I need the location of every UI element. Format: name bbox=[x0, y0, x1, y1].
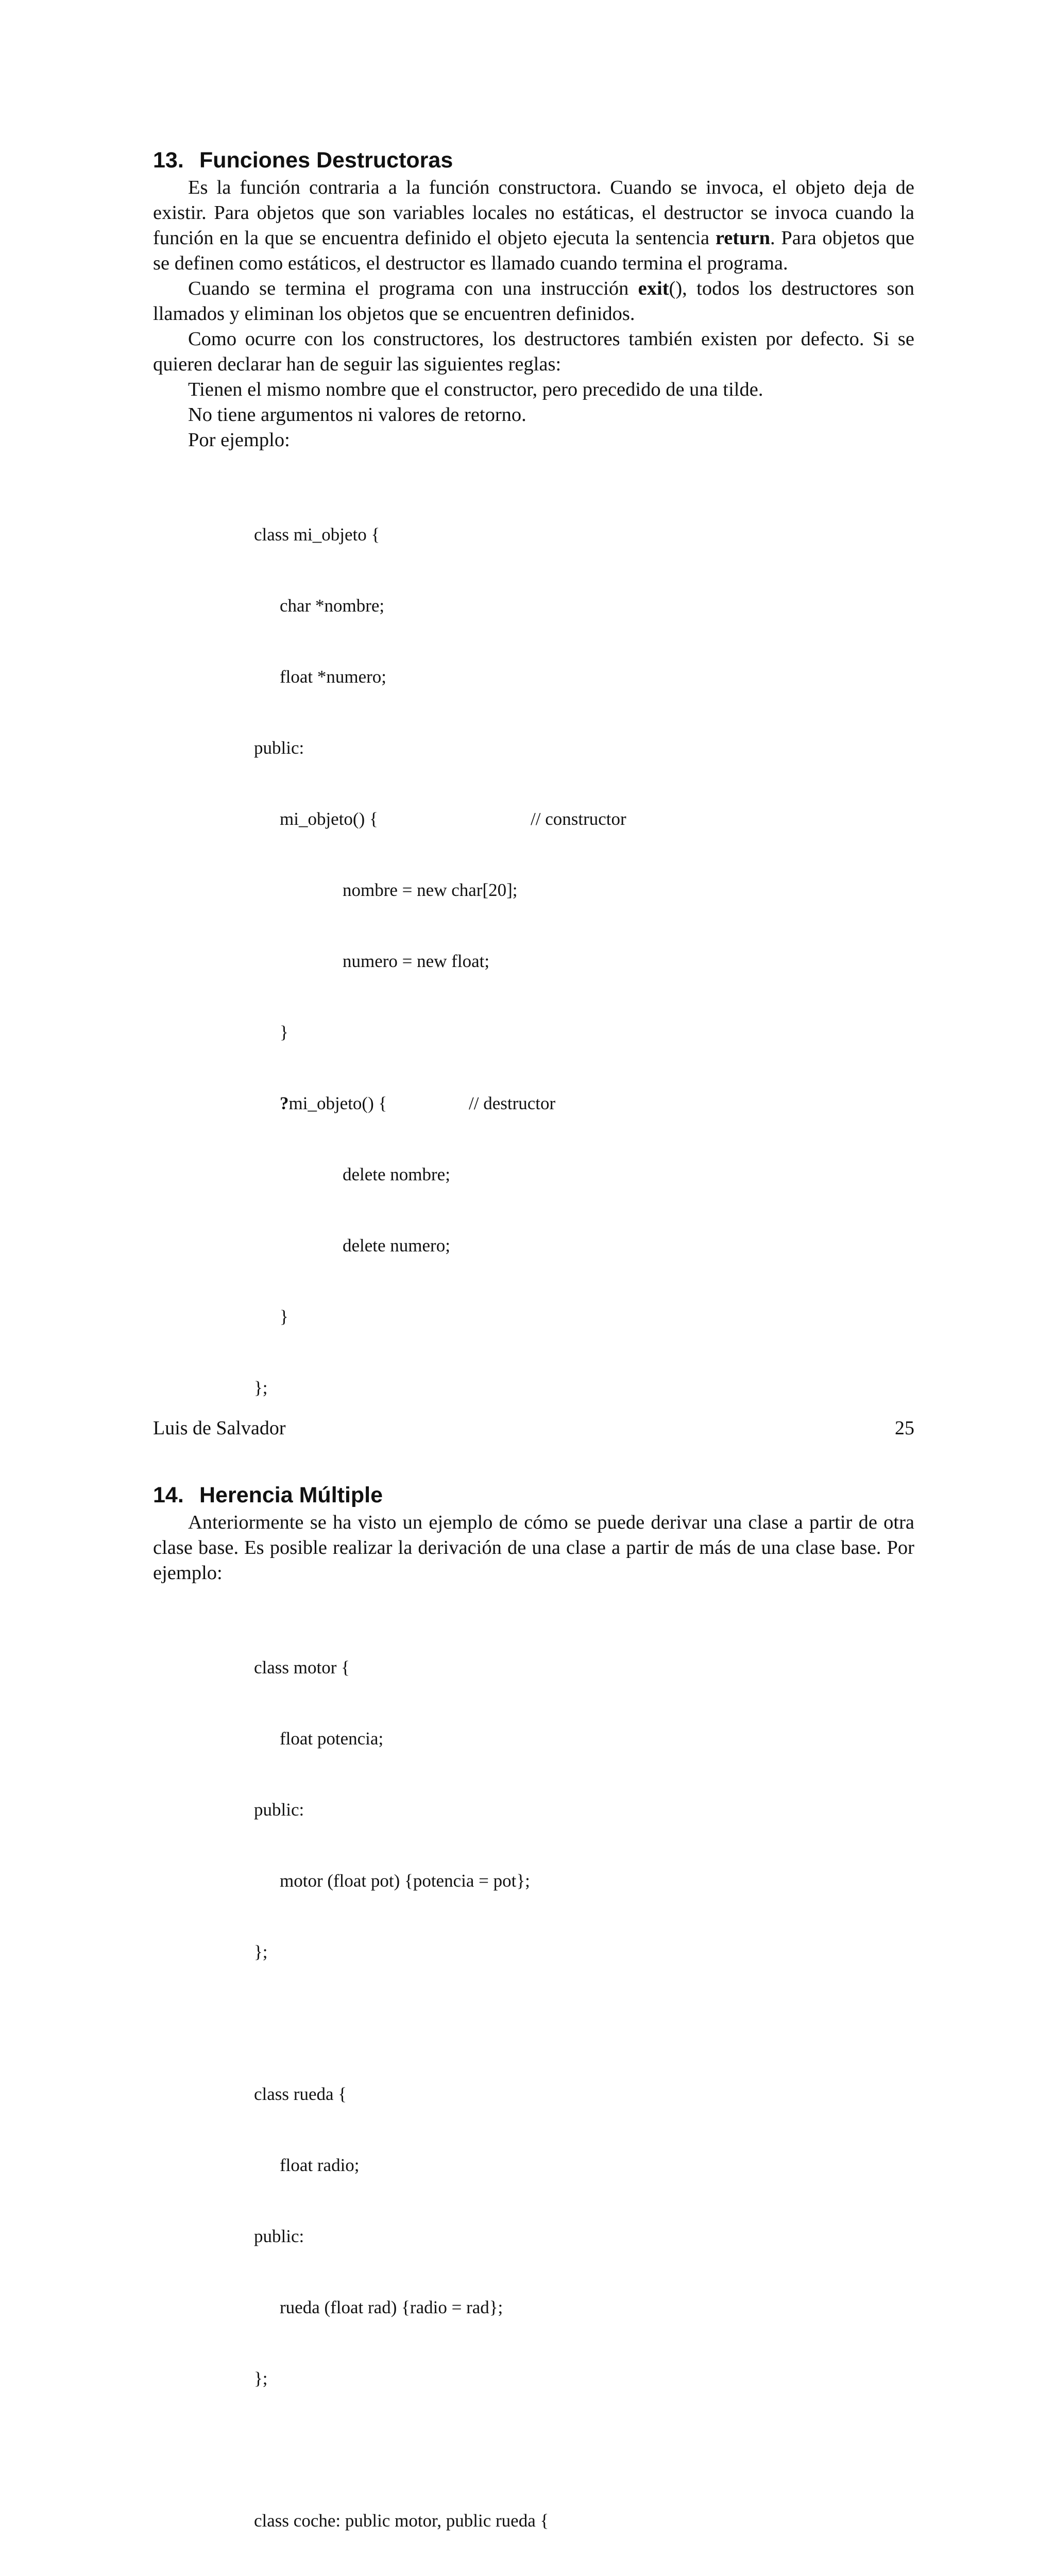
code-comment: // destructor bbox=[469, 1093, 556, 1113]
text-run: Es la función contraria a la función constructora. Cuando se invoca, el objeto deja de existir. Para objetos que son variables locales no estáticas, el destructor se invoca cuando la función en la que se encuentra definido el objeto ejecuta la sentencia bbox=[153, 177, 914, 249]
section-14-title: Herencia Múltiple bbox=[199, 1483, 383, 1507]
code-line: delete nombre; bbox=[343, 1164, 450, 1184]
code-text: mi_objeto() { bbox=[288, 1093, 387, 1113]
text-run: (), todos los destructores son llamados y eliminan los objetos que se encuentren definidos. bbox=[153, 278, 914, 325]
example-intro: Por ejemplo: bbox=[188, 429, 290, 451]
code-line: motor (float pot) {potencia = pot}; bbox=[280, 1871, 530, 1891]
page-content bbox=[153, 145, 914, 2576]
code-blank-line bbox=[254, 2438, 914, 2462]
section-13-paragraph-3: Como ocurre con los constructores, los destructores también existen por defecto. Si se quieren declarar han de seguir las siguientes reglas: bbox=[153, 328, 914, 375]
code-line: class rueda { bbox=[254, 2084, 347, 2104]
text-run: Cuando se termina el programa con una instrucción bbox=[188, 278, 638, 299]
section-14-paragraph-1: Anteriormente se ha visto un ejemplo de cómo se puede derivar una clase a partir de otra clase base. Es posible realizar la derivación de una clase a partir de más de una clase base. Por ejemplo: bbox=[153, 1512, 914, 1584]
section-13-paragraph-1 bbox=[153, 175, 914, 276]
tilde-placeholder-mark: ? bbox=[280, 1093, 289, 1113]
keyword-return: return bbox=[715, 227, 771, 249]
code-line: public: bbox=[254, 1800, 304, 1820]
code-block-destructor bbox=[254, 476, 914, 1447]
code-line: float potencia; bbox=[280, 1728, 384, 1749]
code-block-multiple-inheritance bbox=[254, 1608, 914, 2576]
section-14-heading bbox=[153, 1480, 914, 1510]
page-footer bbox=[153, 1416, 914, 1440]
keyword-exit: exit bbox=[638, 278, 669, 299]
code-line: float radio; bbox=[280, 2155, 360, 2175]
code-comment: // constructor bbox=[531, 809, 626, 829]
page-number: 25 bbox=[895, 1417, 914, 1439]
code-text: mi_objeto() { bbox=[280, 809, 378, 829]
code-blank-line bbox=[254, 2011, 914, 2035]
code-line: numero = new float; bbox=[343, 951, 490, 971]
section-13-number: 13. bbox=[153, 148, 184, 173]
section-13-paragraph-2 bbox=[153, 276, 914, 327]
code-line: float *numero; bbox=[280, 667, 387, 687]
code-line: char *nombre; bbox=[280, 596, 385, 616]
code-line: delete numero; bbox=[343, 1235, 450, 1256]
code-line: }; bbox=[254, 1378, 268, 1398]
code-line: nombre = new char[20]; bbox=[343, 880, 518, 900]
code-line: public: bbox=[254, 738, 304, 758]
rule-1: Tienen el mismo nombre que el constructor, pero precedido de una tilde. bbox=[188, 379, 763, 400]
code-line: class mi_objeto { bbox=[254, 524, 380, 545]
code-line: }; bbox=[254, 1942, 268, 1962]
code-line: class coche: public motor, public rueda { bbox=[254, 2511, 549, 2531]
section-13-title: Funciones Destructoras bbox=[199, 148, 453, 173]
code-line: } bbox=[280, 1307, 288, 1327]
code-line: public: bbox=[254, 2226, 304, 2246]
code-line: }; bbox=[254, 2368, 268, 2388]
code-line bbox=[254, 1092, 914, 1115]
rule-2: No tiene argumentos ni valores de retorno. bbox=[188, 404, 526, 426]
section-13-heading bbox=[153, 145, 914, 175]
text-run: . Para objetos que se definen como estáticos, el destructor es llamado cuando termina el programa. bbox=[153, 227, 914, 274]
footer-author: Luis de Salvador bbox=[153, 1417, 286, 1439]
code-line bbox=[254, 807, 914, 831]
code-line: } bbox=[280, 1022, 288, 1042]
section-14-number: 14. bbox=[153, 1483, 184, 1507]
code-line: class motor { bbox=[254, 1657, 350, 1677]
code-line: rueda (float rad) {radio = rad}; bbox=[280, 2297, 503, 2317]
